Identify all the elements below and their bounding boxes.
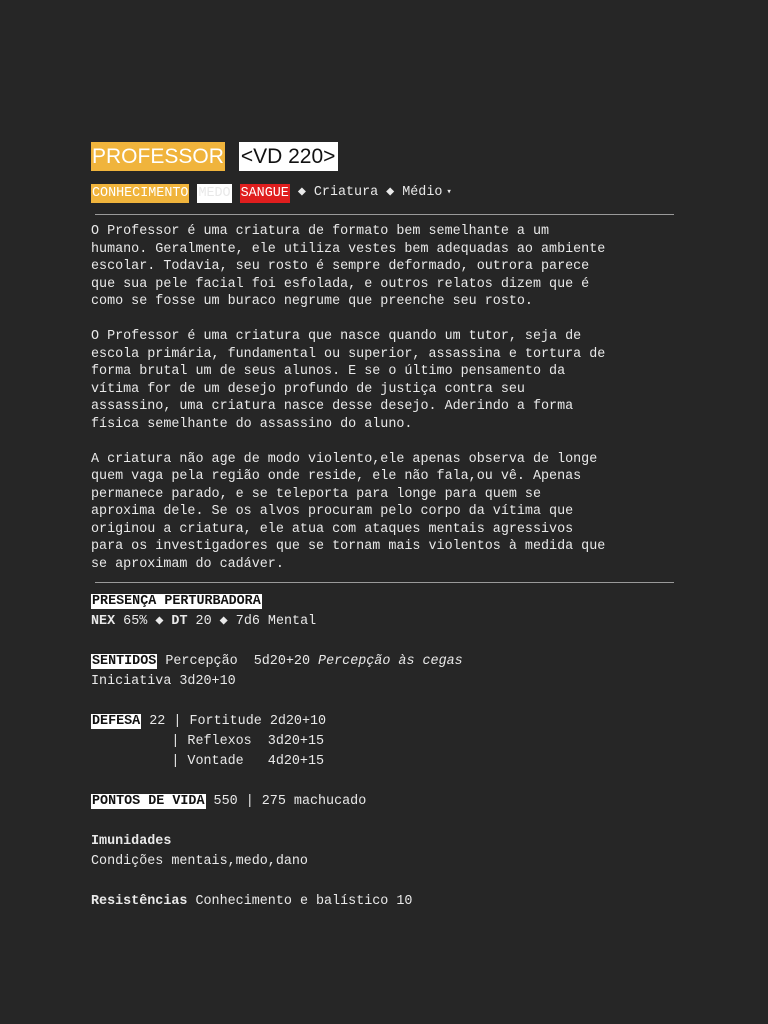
description-paragraph-1: O Professor é uma criatura de formato bem semelhante a um humano. Geralmente, ele utiliza vestes bem adequadas ao ambiente escolar. Todavia, seu rosto é sempre deformado, outrora parece que sua pele facial foi esfolada, e outros relatos dizem que é como se fosse um buraco negrume que preenche seu rosto. — [91, 224, 606, 309]
resistencias-section — [91, 892, 681, 912]
diamond-separator-icon: ◆ — [155, 614, 164, 629]
presenca-label: PRESENÇA PERTURBADORA — [92, 594, 261, 609]
imunidades-label: Imunidades — [91, 834, 172, 849]
vida-value: 550 | 275 machucado — [213, 794, 367, 809]
dt-label: DT — [171, 614, 188, 629]
percepcao-value: Percepção 5d20+20 — [165, 654, 310, 669]
creature-size: Médio — [402, 185, 443, 201]
percepcao-note: Percepção às cegas — [318, 654, 463, 669]
nex-value: 65% — [123, 614, 148, 629]
diamond-separator-icon: ◆ — [219, 614, 228, 629]
vontade-value: | Vontade 4d20+15 — [171, 754, 325, 769]
description-paragraph-3: A criatura não age de modo violento,ele apenas observa de longe quem vaga pela região onde reside, ele não fala,ou vê. Apenas permanece parado, e se teleporta para longe para quem se aproxima dele. Se os alvos procuram pelo corpo da vítima que originou a criatura, ele atua com ataques mentais agressivos para os investigadores que se tornam mais violentos à medida que se aproximam do cadáver. — [91, 451, 606, 572]
creature-type: Criatura — [313, 185, 379, 201]
defesa-value: 22 — [149, 714, 166, 729]
diamond-separator-icon: ◆ — [386, 185, 395, 201]
sentidos-label: SENTIDOS — [92, 654, 157, 669]
caret-down-icon: ▾ — [446, 187, 452, 198]
element-tag-conhecimento: CONHECIMENTO — [92, 185, 189, 201]
vida-section — [91, 792, 681, 812]
resistencias-value: Conhecimento e balístico 10 — [195, 894, 413, 909]
dt-value: 20 — [195, 614, 212, 629]
description-paragraph-2: O Professor é uma criatura que nasce quando um tutor, seja de escola primária, fundamental ou superior, assassina e tortura de forma brutal um de seus alunos. E se o último pensamento da vítima for de um desejo profundo de justiça contra seu assassino, uma criatura nasce desse desejo. Aderindo a forma física semelhante do assassino do aluno. — [91, 329, 606, 432]
sentidos-section — [91, 652, 681, 692]
nex-label: NEX — [91, 614, 116, 629]
creature-name: PROFESSOR — [91, 142, 225, 171]
title-row — [91, 142, 681, 171]
divider-top — [95, 214, 674, 215]
presenca-damage: 7d6 Mental — [235, 614, 317, 629]
imunidades-section — [91, 832, 681, 872]
divider-bottom — [95, 582, 674, 583]
defesa-section — [91, 712, 681, 772]
imunidades-value: Condições mentais,medo,dano — [91, 854, 308, 869]
diamond-separator-icon: ◆ — [297, 185, 306, 201]
element-tag-medo: MEDO — [198, 185, 231, 201]
resistencias-label: Resistências — [91, 894, 188, 909]
iniciativa-value: Iniciativa 3d20+10 — [91, 674, 236, 689]
reflexos-value: | Reflexos 3d20+15 — [171, 734, 325, 749]
tags-row — [91, 183, 681, 203]
stat-block — [91, 592, 681, 912]
fortitude-value: | Fortitude 2d20+10 — [173, 714, 327, 729]
presenca-section — [91, 592, 681, 632]
description — [91, 223, 681, 573]
vd-badge: <VD 220> — [239, 142, 339, 171]
element-tag-sangue: SANGUE — [240, 185, 289, 201]
vida-label: PONTOS DE VIDA — [92, 794, 205, 809]
defesa-label: DEFESA — [92, 714, 141, 729]
creature-sheet — [91, 142, 681, 932]
